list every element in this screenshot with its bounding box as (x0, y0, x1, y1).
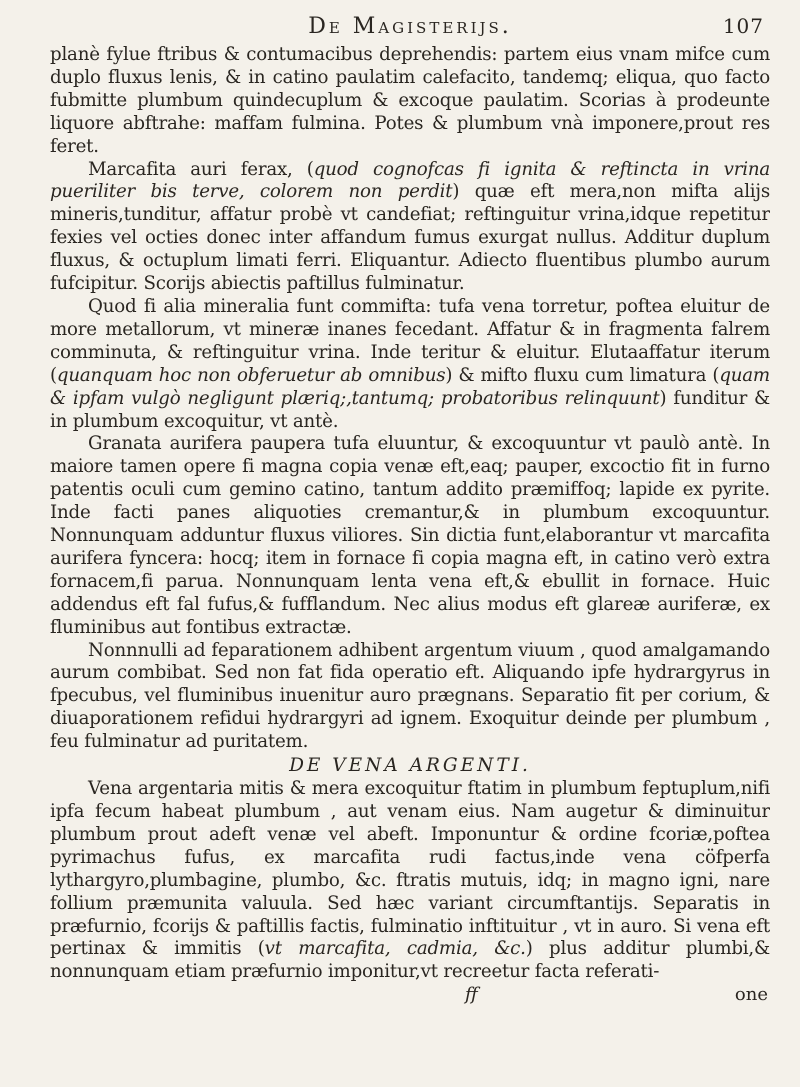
paragraph-group-1 (50, 44, 770, 754)
paragraph (50, 433, 770, 639)
paragraph-text: ) plus additur plumbi,& nonnunquam etiam præfurnio imponitur,vt recreetur facta referati- (50, 938, 770, 983)
paragraph (50, 640, 770, 755)
section-title: DE VENA ARGENTI. (289, 755, 531, 777)
italic-text: quanquam hoc non obferuetur ab omnibus (56, 364, 446, 386)
paragraph-text: ) funditur & in plumbum excoquitur, vt antè. (50, 387, 770, 432)
paragraph-text: Vena argentaria mitis & mera excoquitur ftatim in plumbum feptuplum,nifi ipfa fecum habeat plumbum , aut venam eius. Nam augetur & diminuitur plumbum prout adeft venæ vel abeft. Imponuntur & ordine fcoriæ,poftea pyrimachus fufus, ex marcafita rudi factus,inde vena cöfperfa lythargyro,plumbagine, plumbo, &c. ftratis mutuis, idq; in magno igni, nare follium præmunita valuula. Sed hæc variant circumftantijs. Separatis in præfurnio, fcorijs & paftillis factis, fulminatio inftituitur , vt in auro. Si vena eft pertinax & immitis ( (50, 778, 770, 960)
book-page (50, 10, 770, 1080)
paragraph-text: planè fylue ftribus & contumacibus deprehendis: partem eius vnam mifce cum duplo fluxus lenis, & in catino paulatim calefacito, tandemq; eliqua, quo facto fubmitte plumbum quindecuplum & excoque paulatim. Scorias à prodeunte liquore abftrahe: maffam fulmina. Potes & plumbum vnà imponere,prout res feret. (50, 44, 770, 157)
page-number: 107 (722, 14, 764, 38)
body-text (50, 44, 770, 984)
paragraph-text: Granata aurifera paupera tufa eluuntur, & excoquuntur vt paulò antè. In maiore tamen opere fi magna copia venæ eft,eaq; pauper, excoctio fit in furno patentis oculi cum gemino catino, tantum addito præmiffoq; lapide ex pyrite. Inde facti panes aliquoties cremantur,& in plumbum excoquuntur. Nonnunquam adduntur fluxus viliores. Sin dictia funt,elaborantur vt marcafita aurifera fyncera: hocq; item in fornace fi copia magna eft, in catino verò extra fornacem,fi parua. Nonnunquam lenta vena eft,& ebullit in fornace. Huic addendus eft fal fufus,& fufflandum. Nec alius modus eft glareæ auriferæ, ex fluminibus aut fontibus extractæ. (50, 433, 770, 638)
paragraph (50, 159, 770, 296)
paragraph-text: Marcafita auri ferax, ( (88, 158, 314, 180)
running-head (50, 10, 770, 42)
italic-text: quod cognofcas fi ignita & reftincta in vrina pueriliter bis terve, colorem non perdit (50, 158, 770, 203)
italic-text: vt marcafita, cadmia, &c. (264, 938, 526, 960)
paragraph-text: ) quæ eft mera,non mifta alijs mineris,tunditur, affatur probè vt candefiat; reftinguitur vrina,idque repetitur fexies vel octies donec inter affandum fumus exurgat nullus. Additur duplum fluxus, & octuplum limati ferri. Eliquantur. Adiecto fluentibus plumbo aurum fufcipitur. Scorijs abiectis paftillus fulminatur. (50, 181, 770, 295)
paragraph-text: Nonnnulli ad feparationem adhibent argentum viuum , quod amalgamando aurum combibat. Sed non fat fida operatio eft. Aliquando ipfe hydrargyrus in fpecubus, vel fluminibus inuenitur auro prægnans. Separatio fit per corium, & diuaporationem refidui hydrargyri ad ignem. Exoquitur deinde per plumbum , feu fulminatur ad puritatem. (50, 639, 770, 753)
signature-mark: ff (465, 984, 478, 1006)
paragraph (50, 778, 770, 984)
paragraph-text: ) & mifto fluxu cum limatura ( (445, 364, 720, 386)
paragraph (50, 296, 770, 433)
paragraph (50, 44, 770, 159)
catchword: one (734, 984, 768, 1006)
paragraph-text: Quod fi alia mineralia funt commifta: tufa vena torretur, poftea eluitur de more metallorum, vt mineræ inanes fecedant. Affatur & in fragmenta falrem comminuta, & reftinguitur vrina. Inde teritur & eluitur. Elutaaffatur iterum ( (50, 295, 770, 386)
italic-text: quam & ipfam vulgò negligunt plæriq;,tantumq; probatoribus relinquunt (50, 364, 770, 409)
running-title: De Magisterijs. (308, 14, 512, 39)
page-footer (50, 984, 770, 1008)
paragraph-group-2 (50, 778, 770, 984)
